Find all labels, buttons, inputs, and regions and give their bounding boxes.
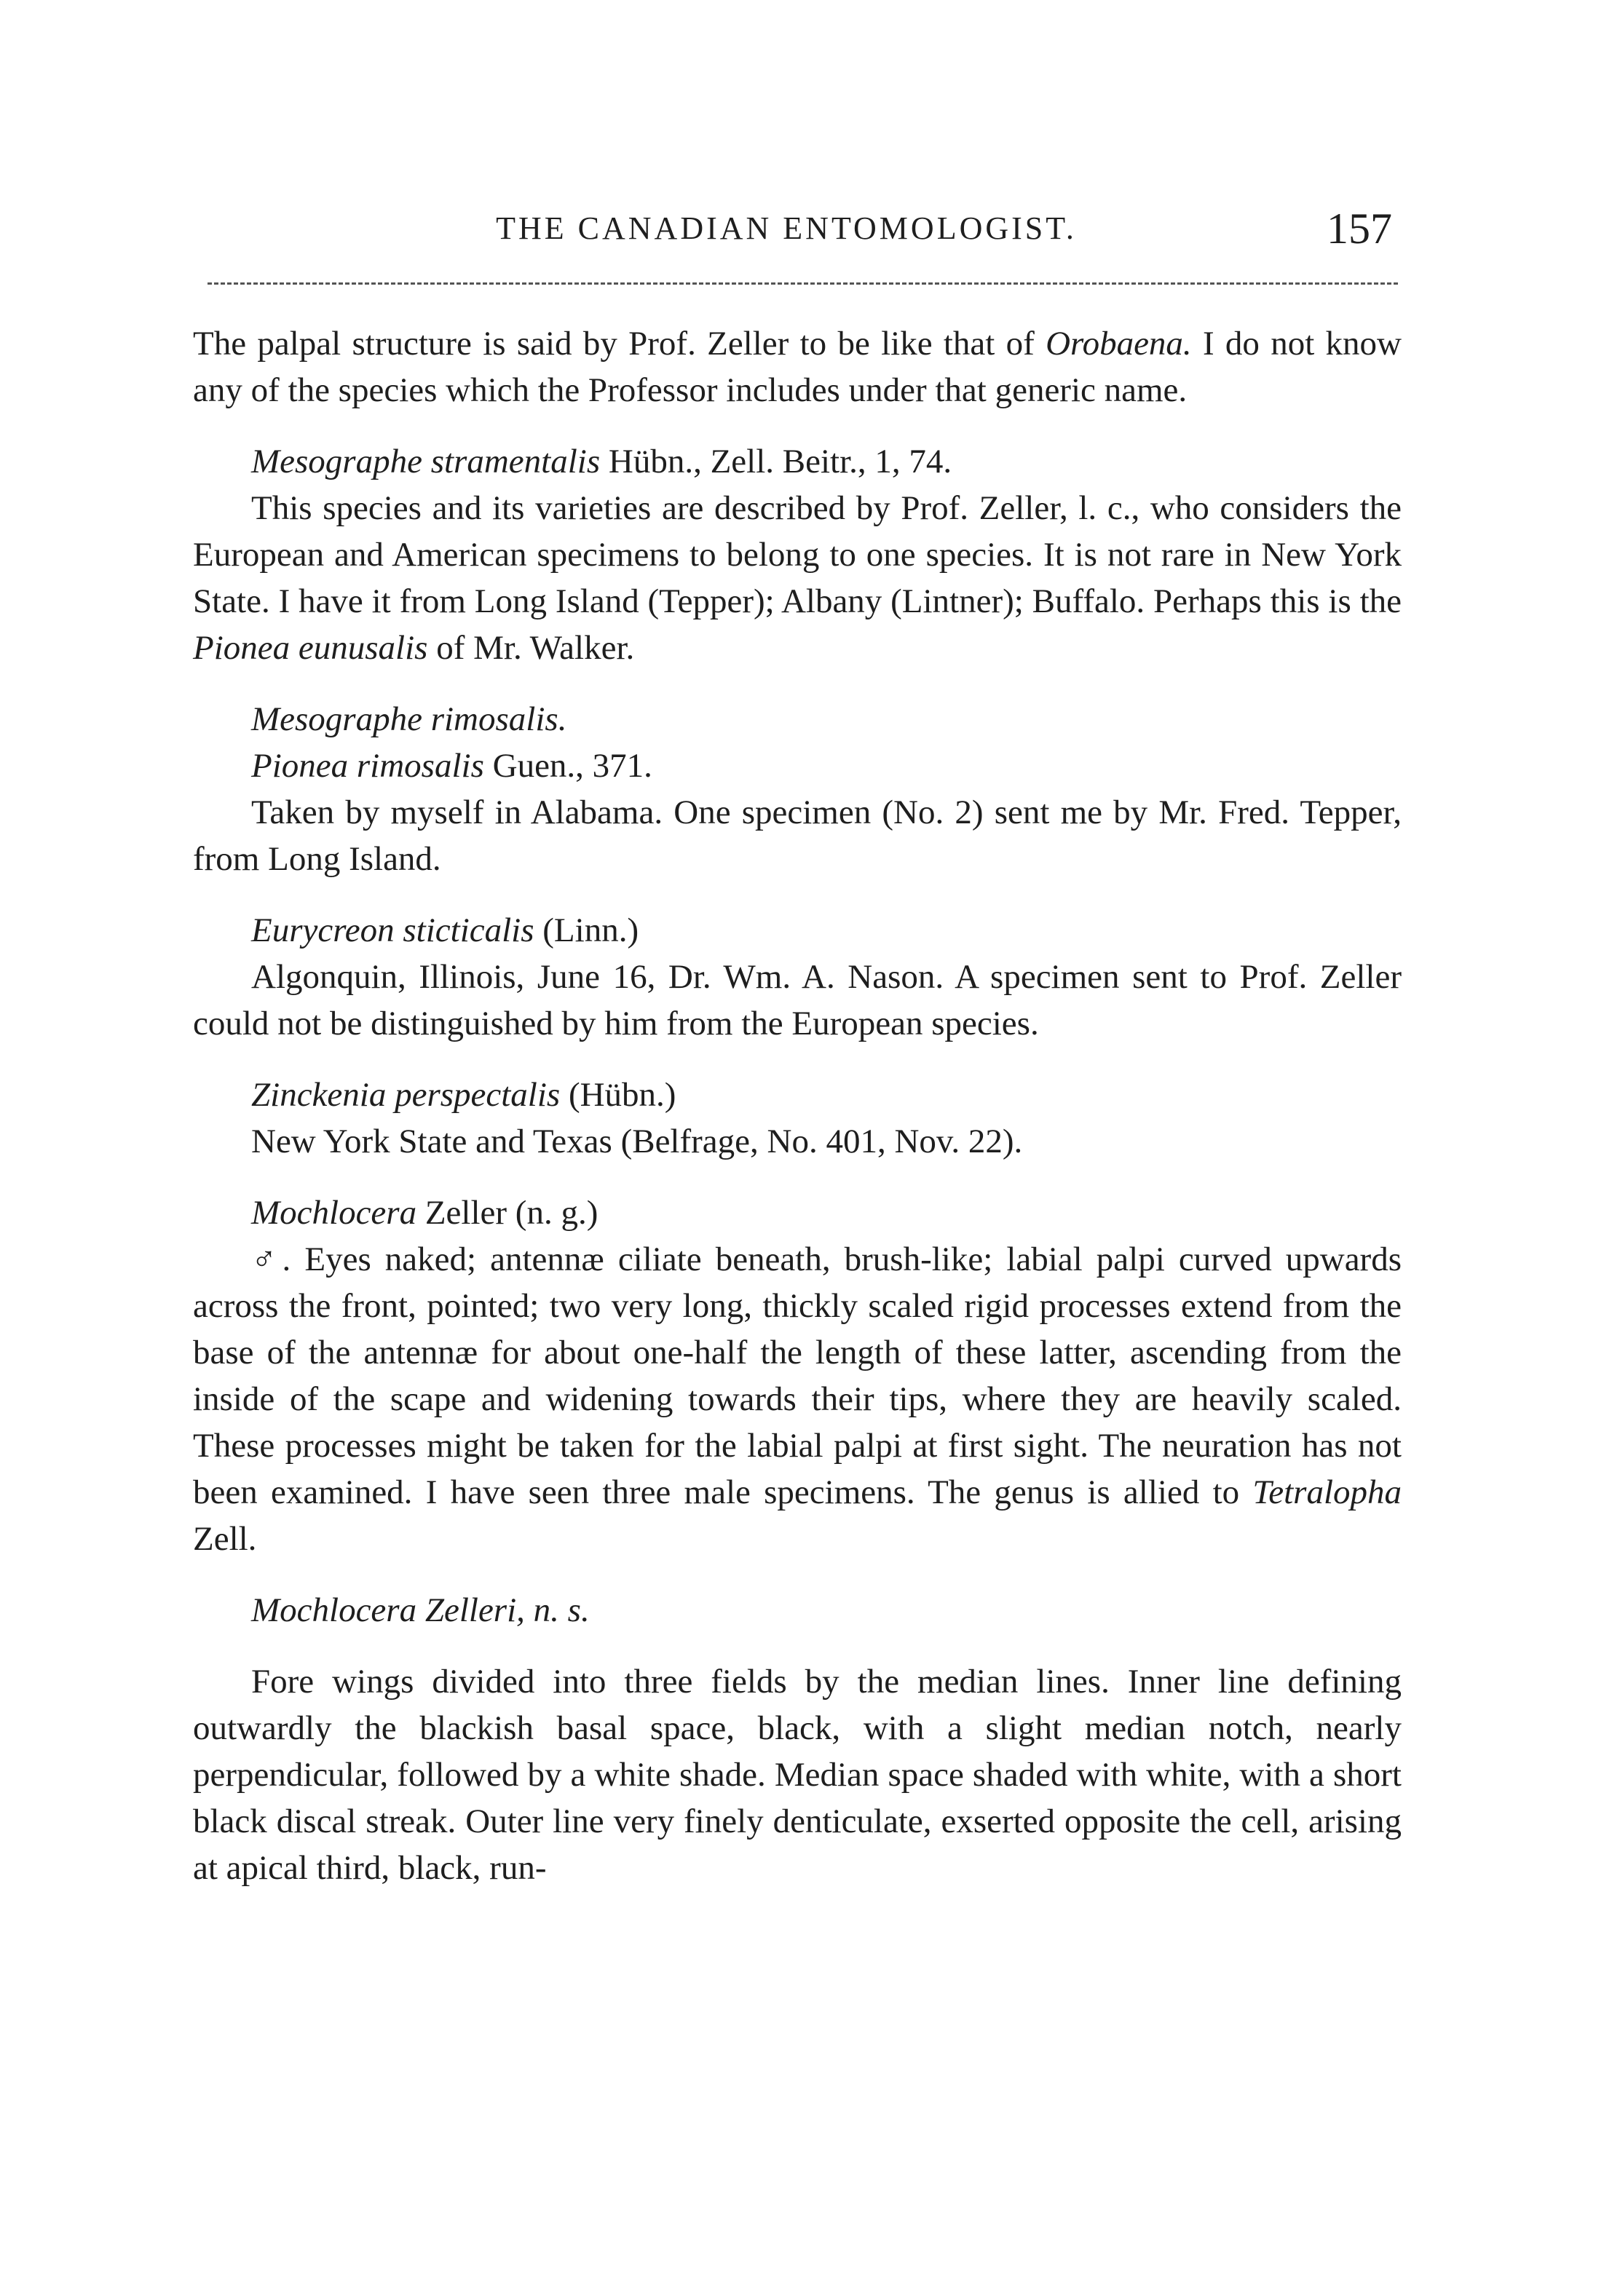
paragraph-sticticalis bbox=[193, 954, 1402, 1047]
text-run: ♂. Eyes naked; antennæ ciliate beneath, brush-like; labial palpi curved upwards across the front, pointed; two very long, thickly scaled rigid processes extend from the base of the antennæ for about one-half the length of these latter, ascending from the inside of the scape and widening towards their tips, where they are heavily scaled. These processes might be taken for the labial palpi at first sight. The neuration has not been examined. I have seen three male specimens. The genus is allied to bbox=[193, 1240, 1402, 1511]
header-rule bbox=[208, 282, 1398, 285]
citation: Guen., 371. bbox=[483, 747, 652, 785]
citation: (Hübn.) bbox=[560, 1076, 676, 1114]
paragraph-zelleri bbox=[193, 1658, 1402, 1891]
article-body bbox=[193, 320, 1402, 1891]
text-run: I do not know any of the species which the Professor includes under that generic name. bbox=[193, 325, 1402, 409]
species-name: Mesographe stramentalis bbox=[251, 443, 601, 480]
running-header bbox=[175, 204, 1398, 262]
text-run: of Mr. Walker. bbox=[427, 629, 635, 667]
synonym-line bbox=[193, 743, 1402, 789]
species-name: Zinckenia perspectalis bbox=[251, 1076, 561, 1114]
page-number: 157 bbox=[1327, 205, 1392, 253]
species-name: Pionea eunusalis bbox=[193, 629, 428, 667]
species-heading-sticticalis bbox=[193, 907, 1402, 954]
genus-heading-mochlocera bbox=[193, 1189, 1402, 1236]
species-heading-rimosalis bbox=[193, 696, 1402, 743]
species-heading-zelleri bbox=[193, 1587, 1402, 1634]
text-run: The palpal structure is said by Prof. Zeller to be like that of bbox=[193, 325, 1046, 363]
species-name: Mesographe rimosalis. bbox=[251, 700, 567, 738]
text-run: Taken by myself in Alabama. One specimen (No. 2) sent me by Mr. Fred. Tepper, from Long Island. bbox=[193, 793, 1402, 878]
species-heading-stramentalis bbox=[193, 438, 1402, 485]
text-run: New York State and Texas (Belfrage, No. 401, Nov. 22). bbox=[251, 1123, 1023, 1160]
genus-name: Tetralopha bbox=[1252, 1473, 1402, 1511]
species-name: Pionea rimosalis bbox=[251, 747, 484, 785]
paragraph-orobaena bbox=[193, 320, 1402, 413]
genus-name: Orobaena. bbox=[1046, 325, 1192, 363]
paragraph-mochlocera bbox=[193, 1236, 1402, 1562]
species-name: Eurycreon sticticalis bbox=[251, 911, 534, 949]
citation: Zeller (n. g.) bbox=[416, 1194, 598, 1232]
text-run: Zell. bbox=[193, 1520, 257, 1558]
citation: (Linn.) bbox=[534, 911, 639, 949]
citation: Hübn., Zell. Beitr., 1, 74. bbox=[600, 443, 952, 480]
text-run: Algonquin, Illinois, June 16, Dr. Wm. A. Nason. A specimen sent to Prof. Zeller could not be distinguished by him from the European species. bbox=[193, 958, 1402, 1042]
text-run: This species and its varieties are described by Prof. Zeller, l. c., who considers the European and American specimens to belong to one species. It is not rare in New York State. I have it from Long Island (Tepper); Albany (Lintner); Buffalo. Perhaps this is the bbox=[193, 489, 1402, 620]
running-title: THE CANADIAN ENTOMOLOGIST. bbox=[496, 210, 1077, 246]
paragraph-stramentalis bbox=[193, 485, 1402, 671]
paragraph-perspectalis bbox=[193, 1118, 1402, 1165]
genus-name: Mochlocera bbox=[251, 1194, 417, 1232]
species-heading-perspectalis bbox=[193, 1072, 1402, 1118]
species-name: Mochlocera Zelleri, n. s. bbox=[251, 1591, 590, 1629]
paragraph-rimosalis bbox=[193, 789, 1402, 882]
text-run: Fore wings divided into three fields by the median lines. Inner line defining outwardly the blackish basal space, black, with a slight median notch, nearly perpendicular, followed by a white shade. Median space shaded with white, with a short black discal streak. Outer line very finely denticulate, exserted opposite the cell, arising at apical third, black, run- bbox=[193, 1663, 1402, 1887]
